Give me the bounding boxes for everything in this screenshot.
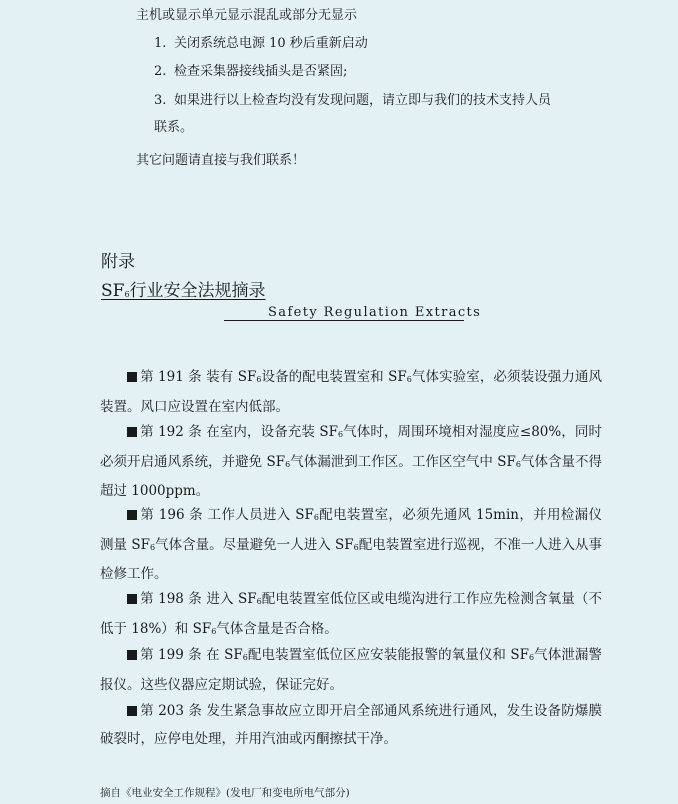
- article-id: 第 203 条: [140, 703, 203, 719]
- square-bullet-icon: [127, 706, 137, 716]
- square-bullet-icon: [127, 372, 137, 382]
- appendix-subtitle: Safety Regulation Extracts: [268, 305, 482, 320]
- source-footnote: 摘自《电业安全工作规程》(发电厂和变电所电气部分): [100, 787, 350, 799]
- square-bullet-icon: [127, 510, 137, 520]
- step-text: 检查采集器接线插头是否紧固;: [174, 64, 348, 79]
- article-id: 第 198 条: [140, 591, 202, 607]
- step-1: [154, 35, 368, 53]
- article-body: 工作人员进入 $SF_6$配电装置室，必须先通风 15min，并用检漏仪测量 $SF_6$气体含量。尽量避免一人进入 $SF_6$配电装置室进行巡视，不准一人进入从事检修工作。: [100, 507, 602, 582]
- appendix-label: 附录: [101, 252, 135, 272]
- article-191: [100, 364, 602, 421]
- article-id: 第 199 条: [140, 647, 202, 663]
- article-203: [100, 698, 602, 753]
- article-196: [100, 502, 602, 589]
- article-body: 在室内，设备充装 $SF_6$气体时，周围环境相对湿度应≤80%，同时必须开启通风系统，并避免 $SF_6$气体漏泄到工作区。工作区空气中 $SF_6$气体含量不得超过 1000ppm。: [100, 424, 603, 499]
- article-id: 第 191 条: [140, 369, 202, 385]
- square-bullet-icon: [127, 594, 137, 604]
- article-199: [100, 642, 602, 699]
- title-prefix: SF: [101, 281, 125, 301]
- step-text: 关闭系统总电源 10 秒后重新启动: [174, 36, 368, 51]
- article-body: 在 $SF_6$配电装置室低位区应安装能报警的氧量仪和 $SF_6$气体泄漏警报仪。这些仪器应定期试验，保证完好。: [100, 647, 602, 693]
- square-bullet-icon: [127, 650, 137, 660]
- step-2: [154, 63, 347, 81]
- article-id: 第 192 条: [140, 424, 202, 440]
- article-body: 发生紧急事故应立即开启全部通风系统进行通风，发生设备防爆膜破裂时，应停电处理，并用汽油或丙酮擦拭干净。: [100, 703, 602, 747]
- step-text: 如果进行以上检查均没有发现问题，请立即与我们的技术支持人员: [174, 93, 552, 108]
- article-198: [100, 586, 602, 645]
- step-3: [154, 92, 551, 110]
- step-number: 2.: [154, 64, 167, 79]
- article-192: [100, 419, 602, 506]
- step-number: 1.: [154, 36, 167, 51]
- square-bullet-icon: [127, 427, 137, 437]
- article-id: 第 196 条: [140, 507, 203, 523]
- step-number: 3.: [154, 93, 167, 108]
- troubleshoot-heading: 主机或显示单元显示混乱或部分无显示: [136, 8, 358, 23]
- appendix-title: [101, 280, 266, 306]
- title-subscript: 6: [124, 290, 130, 299]
- title-rest: 行业安全法规摘录: [129, 281, 266, 301]
- closing-note: 其它问题请直接与我们联系！: [136, 153, 306, 168]
- article-body: 装有 $SF_6$设备的配电装置室和 $SF_6$气体实验室，必须装设强力通风装置。风口应设置在室内低部。: [100, 369, 602, 415]
- step-3-continuation: 联系。: [154, 120, 194, 135]
- article-body: 进入 $SF_6$配电装置室低位区或电缆沟进行工作应先检测含氧量（不低于 18%）和 $SF_6$气体含量是否合格。: [100, 591, 602, 637]
